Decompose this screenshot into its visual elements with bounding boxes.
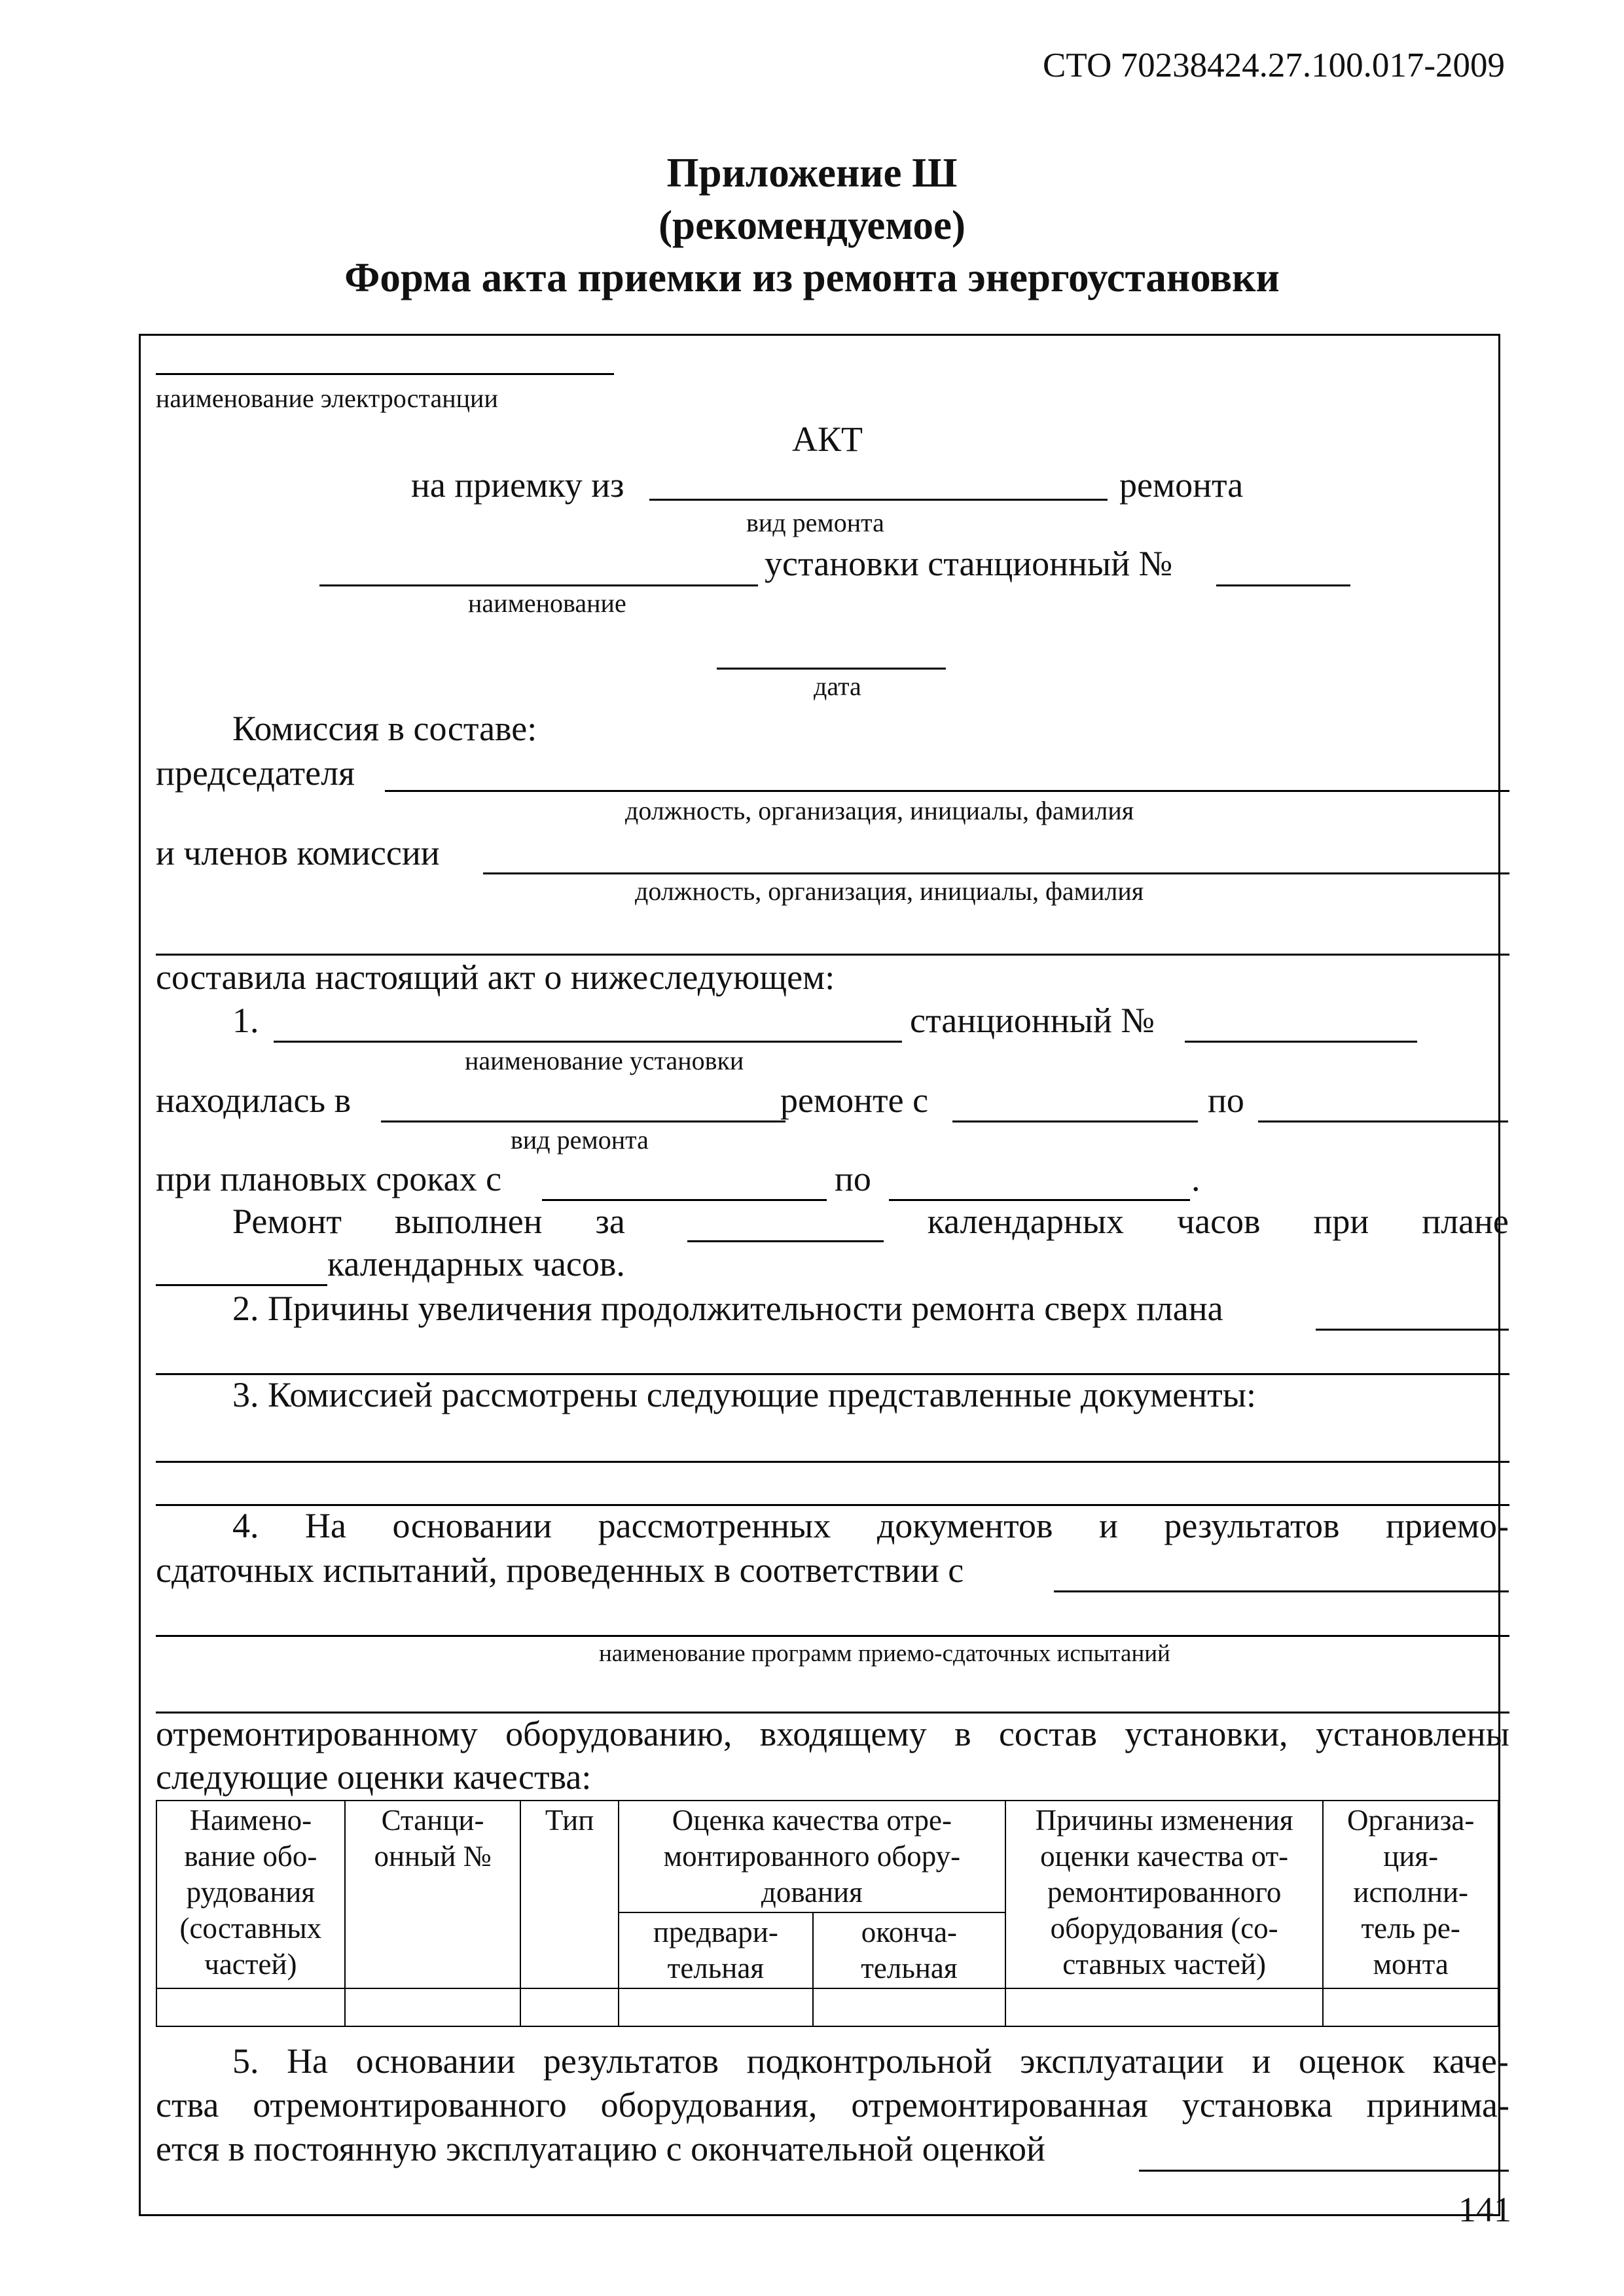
table-cell	[345, 1988, 521, 2026]
was-in-label: находилась в	[156, 1081, 352, 1120]
appendix-title: Приложение Ш	[666, 150, 958, 196]
header-quality: Оценка качества отре- монтированного обору- дования	[619, 1801, 1005, 1912]
word: документов	[876, 1506, 1053, 1545]
word: Ремонт	[232, 1202, 342, 1241]
word: эксплуатации	[1020, 2041, 1224, 2081]
item5-line-3: ется в постоянную эксплуатацию с окончательной оценкой	[156, 2129, 1045, 2168]
item3-text: 3. Комиссией рассмотрены следующие представленные документы:	[232, 1375, 1256, 1414]
item1-installation-line	[274, 1041, 902, 1043]
word: оборудованию,	[505, 1714, 732, 1753]
header-station-no: Станци- онный №	[345, 1801, 521, 1988]
compiled-text: составила настоящий акт о нижеследующем:	[156, 958, 835, 997]
table-cell	[813, 1988, 1005, 2026]
word: оборудования,	[600, 2085, 818, 2125]
word: ства	[156, 2085, 219, 2125]
station-name-line	[156, 373, 614, 375]
item4-program-line	[1054, 1590, 1509, 1592]
word: На	[287, 2041, 329, 2081]
word: установлены	[1315, 1714, 1509, 1753]
table-header-row	[156, 1801, 1498, 1912]
repair-type-line	[649, 499, 1108, 501]
repair-from-line	[952, 1121, 1198, 1122]
act-line-suffix: ремонта	[1119, 465, 1244, 505]
word: 4.	[232, 1506, 259, 1545]
word: На	[305, 1506, 346, 1545]
installation-name-caption: наименование	[468, 588, 626, 618]
item2-text: 2. Причины увеличения продолжительности ремонта сверх плана	[232, 1289, 1223, 1328]
item1-station-no-line	[1185, 1041, 1417, 1043]
date-line	[717, 668, 946, 670]
table-cell	[1323, 1988, 1498, 2026]
form-title: Форма акта приемки из ремонта энергоустановки	[344, 255, 1280, 300]
item1-number: 1.	[232, 1001, 259, 1040]
word: результатов	[1164, 1506, 1340, 1545]
table-cell	[1005, 1988, 1323, 2026]
repair-done-row	[232, 1201, 1509, 1242]
word: плане	[1422, 1202, 1509, 1241]
header-equipment: Наимено- вание обо- рудования (составных частей)	[156, 1801, 345, 1988]
item5-row-2	[156, 2085, 1509, 2125]
chairman-label: председателя	[156, 753, 355, 793]
document-code: СТО 70238424.27.100.017-2009	[1043, 46, 1505, 84]
quality-table	[156, 1800, 1499, 2027]
planned-end: .	[1191, 1159, 1200, 1198]
word: календарных	[927, 1202, 1125, 1241]
members-extra-line	[156, 954, 1509, 956]
was-in-repair-type-line	[381, 1121, 785, 1122]
word: принима-	[1366, 2085, 1509, 2125]
page-number: 141	[1458, 2190, 1511, 2229]
planned-to-label: по	[835, 1159, 871, 1198]
word: за	[595, 1202, 625, 1241]
item1-station-no-label: станционный №	[910, 1001, 1155, 1040]
table-cell	[156, 1988, 345, 2026]
word: рассмотренных	[598, 1506, 831, 1545]
station-name-caption: наименование электростанции	[156, 384, 498, 413]
word: отремонтированного	[253, 2085, 567, 2125]
word: при	[1313, 1202, 1369, 1241]
act-title: АКТ	[792, 420, 863, 459]
item5-row-1	[232, 2041, 1509, 2081]
word: состав	[998, 1714, 1097, 1753]
header-type: Тип	[520, 1801, 618, 1988]
word: 5.	[232, 2041, 259, 2081]
date-caption: дата	[814, 672, 861, 701]
repair-type-caption: вид ремонта	[746, 508, 884, 537]
item2-line	[1316, 1329, 1509, 1331]
header-organization: Организа- ция- исполни- тель ре- монта	[1323, 1801, 1498, 1988]
word: входящему	[759, 1714, 927, 1753]
act-line-prefix: на приемку из	[411, 465, 624, 505]
members-line	[483, 872, 1509, 874]
header-quality-preliminary: предвари- тельная	[619, 1912, 813, 1988]
installation-name-line	[319, 584, 758, 586]
header-reasons: Причины изменения оценки качества от- ремонтированного оборудования (со- ставных частей)	[1005, 1801, 1323, 1988]
word: основании	[392, 1506, 552, 1545]
equipment-row-1	[156, 1713, 1509, 1754]
appendix-status: (рекомендуемое)	[659, 202, 965, 248]
calendar-hours-text: календарных часов.	[327, 1244, 625, 1283]
commission-intro: Комиссия в составе:	[232, 709, 537, 748]
word: часов	[1176, 1202, 1261, 1241]
header-quality-final: оконча- тельная	[813, 1912, 1005, 1988]
word: выполнен	[394, 1202, 543, 1241]
repair-from-label: ремонте с	[780, 1081, 929, 1120]
item4-row-1	[232, 1505, 1509, 1546]
word: отремонтированная	[851, 2085, 1148, 2125]
item4-line-2: сдаточных испытаний, проведенных в соответствии с	[156, 1551, 964, 1590]
plan-hours-line	[156, 1284, 327, 1286]
word: оценок	[1298, 2041, 1405, 2081]
table-cell	[520, 1988, 618, 2026]
chairman-line	[385, 790, 1509, 792]
table-cell	[619, 1988, 813, 2026]
word: подконтрольной	[746, 2041, 992, 2081]
installation-line-text: установки станционный №	[765, 544, 1173, 583]
item3-line-1	[156, 1461, 1509, 1463]
table-row	[156, 1988, 1498, 2026]
word: и	[1252, 2041, 1271, 2081]
repair-hours-line	[687, 1240, 884, 1242]
word: установка	[1182, 2085, 1333, 2125]
word: отремонтированному	[156, 1714, 478, 1753]
repair-type-caption-2: вид ремонта	[511, 1125, 649, 1155]
word: в	[954, 1714, 971, 1753]
word: основании	[355, 2041, 516, 2081]
repair-to-line	[1258, 1121, 1508, 1122]
installation-name-caption-2: наименование установки	[465, 1046, 744, 1075]
item4-extra-line	[156, 1635, 1509, 1637]
word: результатов	[543, 2041, 719, 2081]
word: установки,	[1125, 1714, 1288, 1753]
planned-from-label: при плановых сроках с	[156, 1159, 502, 1198]
members-caption: должность, организация, инициалы, фамилия	[635, 876, 1144, 906]
station-number-line	[1216, 584, 1350, 586]
repair-to-label: по	[1208, 1081, 1244, 1120]
programs-caption: наименование программ приемо-сдаточных испытаний	[599, 1640, 1170, 1667]
word: каче-	[1432, 2041, 1509, 2081]
word: и	[1098, 1506, 1118, 1545]
word: приемо-	[1386, 1506, 1509, 1545]
final-grade-line	[1139, 2170, 1509, 2172]
members-label: и членов комиссии	[156, 833, 440, 872]
equipment-line-2: следующие оценки качества:	[156, 1757, 592, 1797]
chairman-caption: должность, организация, инициалы, фамилия	[625, 796, 1134, 825]
